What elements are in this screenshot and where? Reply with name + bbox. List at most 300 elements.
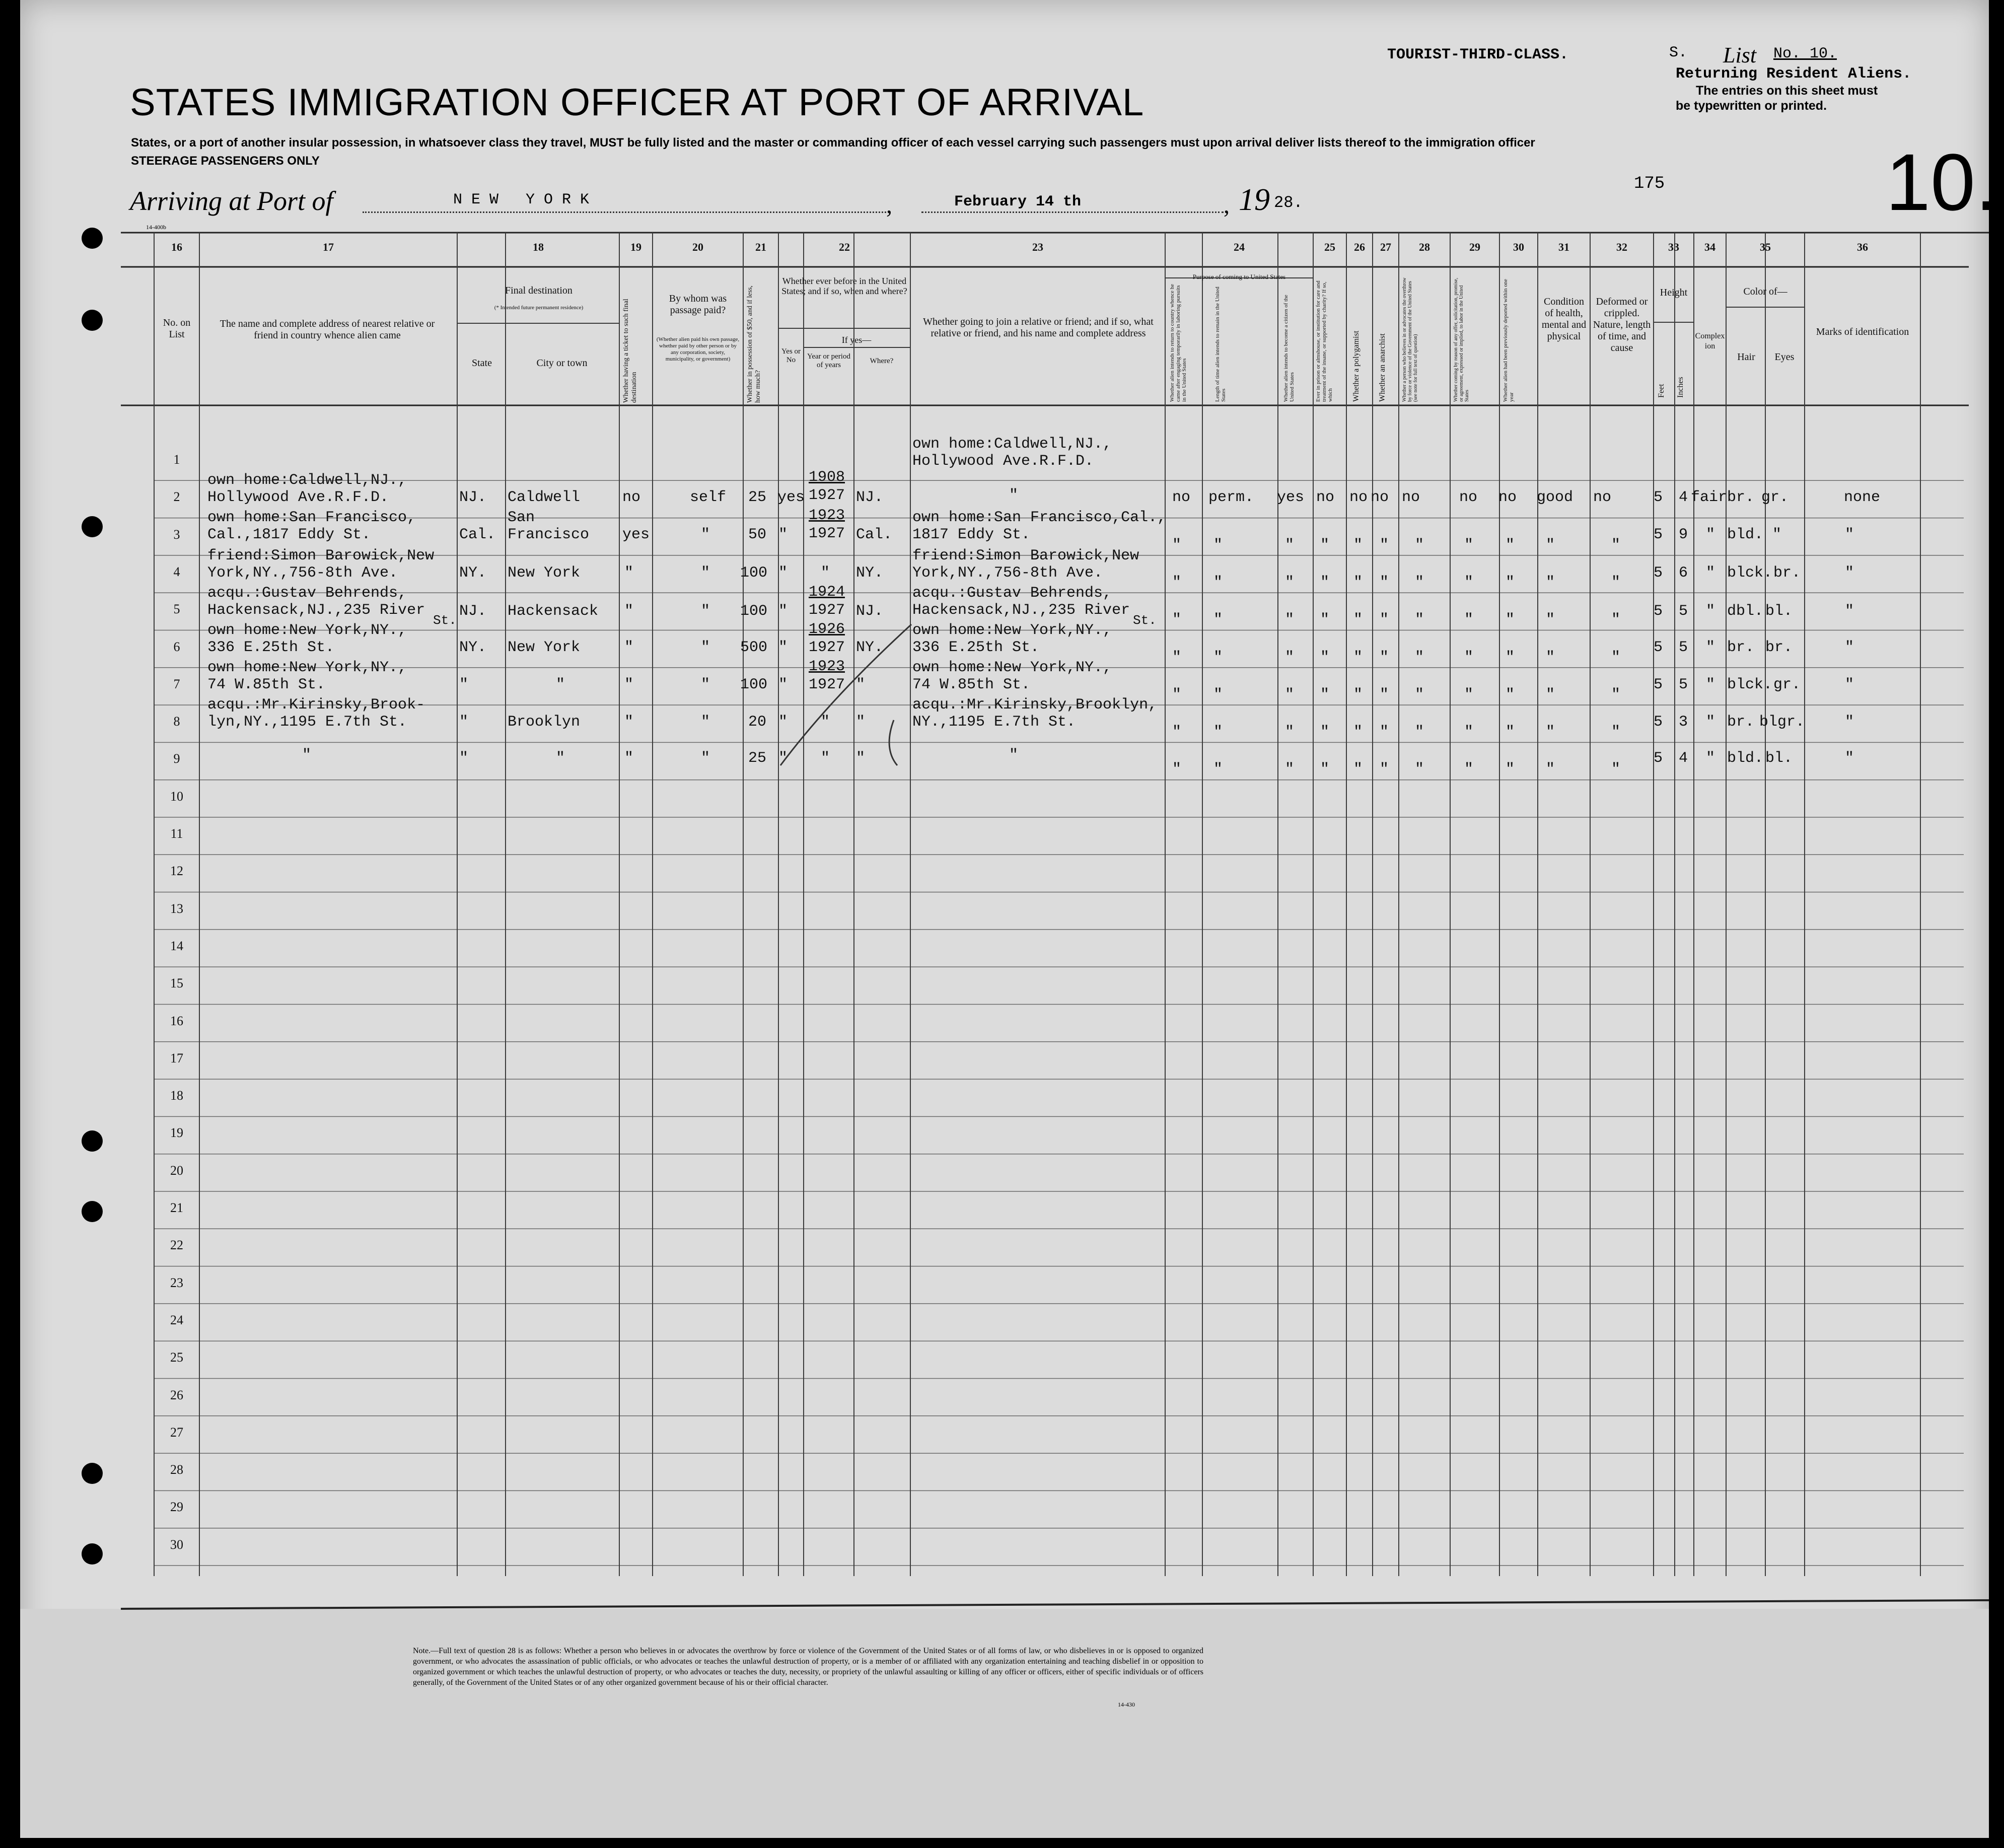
r6-year-first: 1926: [809, 621, 845, 638]
r9-join: ": [1009, 747, 1019, 764]
r2-state: NJ.: [459, 489, 487, 506]
r4-join-line1: friend:Simon Barowick,New: [912, 547, 1139, 564]
binder-hole: [82, 228, 103, 249]
ditto-mark: ": [1464, 686, 1474, 703]
col-20-sub: (Whether alien paid his own passage, whether paid by other person or by any corporation, society, municipality, or government): [656, 336, 740, 362]
footer-note: Note.—Full text of question 28 is as follows: Whether a person who believes in or advocates the overthrow by force or violence of the Government of the United States or of all forms of law, or who disbelieves in or is opposed to organized government, or who advocates the assassination of public officials, or who advocates or teaches the unlawful destruction of property, or is a member of or affiliated with any organization entertaining and teaching disbelief in or opposition to organized government or which teaches the unlawful destruction of property, or who advocates or teaches the duty, necessity, or propriety of the unlawful assaulting or killing of any officer or officers, either of specific individuals or of officers generally, of the Government of the United States or of any other organized government because of his or their official character.: [413, 1647, 1203, 1687]
r6-feet: 5: [1654, 639, 1663, 656]
r6-year: 1927: [809, 639, 845, 656]
ditto-mark: ": [1172, 574, 1182, 591]
col-num-29: 29: [1469, 241, 1480, 253]
ditto-mark: ": [1380, 536, 1389, 554]
ditto-mark: ": [1285, 686, 1295, 703]
ditto-mark: ": [1611, 761, 1621, 778]
ditto-mark: ": [1353, 611, 1363, 629]
form-title: STATES IMMIGRATION OFFICER AT PORT OF ARRIVAL: [130, 81, 1144, 124]
ditto-mark: ": [1506, 536, 1515, 554]
comma-separator-2: ,: [1224, 192, 1230, 219]
col-num-26: 26: [1354, 241, 1365, 253]
r2-relative-line2: Hollywood Ave.R.F.D.: [207, 489, 389, 506]
ditto-mark: ": [1611, 724, 1621, 741]
r9-year: ": [821, 750, 830, 767]
col-num-30: 30: [1513, 241, 1524, 253]
ditto-mark: ": [1380, 686, 1389, 703]
col-30-header: Whether alien had been previously deported within one year: [1502, 278, 1515, 402]
r6-join-line2: 336 E.25th St.: [912, 639, 1040, 656]
r9-before-yes: ": [778, 750, 788, 767]
ditto-mark: ": [1320, 649, 1330, 666]
r8-ticket: ": [624, 714, 634, 731]
r7-paid-by: ": [701, 676, 710, 693]
col-num-23: 23: [1032, 241, 1043, 253]
r9-hair: bld.: [1727, 750, 1764, 767]
r8-relative-line2: lyn,NY.,1195 E.7th St.: [207, 714, 407, 731]
r8-complexion: ": [1706, 714, 1715, 731]
ditto-mark: ": [1380, 761, 1389, 778]
ditto-mark: ": [1380, 611, 1389, 629]
r6-marks: ": [1845, 639, 1854, 656]
col-num-33: 33: [1668, 241, 1679, 253]
col-18-header: Final destination: [505, 285, 572, 296]
binder-hole: [82, 1543, 103, 1565]
ditto-mark: ": [1285, 611, 1295, 629]
row-number: 25: [170, 1350, 183, 1365]
col-28-header: Whether a person who believes in or advocates the overthrow by force or violence of the Government of the United States (see note for full text of question): [1402, 277, 1418, 402]
r3-city-line1: San: [508, 509, 535, 526]
r2-feet: 5: [1654, 489, 1663, 506]
ditto-mark: ": [1415, 686, 1424, 703]
r9-state: ": [459, 750, 469, 767]
form-code: 14-400b: [146, 224, 166, 231]
row-number: 11: [170, 826, 183, 841]
ditto-mark: ": [1172, 761, 1182, 778]
col-24c-header: Whether alien intends to become a citizen of the United States: [1283, 295, 1295, 402]
r3-join-line1: own home:San Francisco,Cal.,: [912, 509, 1167, 526]
r5-marks: ": [1845, 603, 1854, 620]
ditto-mark: ": [1213, 574, 1223, 591]
ditto-mark: ": [1380, 574, 1389, 591]
r5-money: 100: [740, 603, 768, 620]
r5-eyes: bl.: [1765, 603, 1793, 620]
r9-eyes: bl.: [1765, 750, 1793, 767]
r5-ticket: ": [624, 603, 634, 620]
ditto-mark: ": [1611, 611, 1621, 629]
ditto-mark: ": [1380, 649, 1389, 666]
col-num-25: 25: [1324, 241, 1335, 253]
ditto-mark: ": [1285, 536, 1295, 554]
ditto-mark: ": [1464, 649, 1474, 666]
r2-deformed: no: [1593, 489, 1612, 506]
r4-complexion: ": [1706, 564, 1715, 582]
list-number: No. 10.: [1773, 45, 1837, 62]
col-25-header: Ever in prison or almshouse, or institution for care and treatment of the insane, or supported by charity? If so, which: [1315, 280, 1333, 402]
ditto-mark: ": [1213, 649, 1223, 666]
col-22-ifyes: If yes—: [841, 335, 872, 345]
stamp-number: 175: [1634, 174, 1665, 193]
year-prefix: 19: [1239, 183, 1270, 217]
ditto-mark: ": [1320, 724, 1330, 741]
r8-paid-by: ": [701, 714, 710, 731]
manifest-sheet: [20, 0, 1998, 1838]
r3-join-line2: 1817 Eddy St.: [912, 526, 1031, 543]
class-label: TOURIST-THIRD-CLASS.: [1387, 46, 1569, 63]
r8-join-line2: NY.,1195 E.7th St.: [912, 714, 1076, 731]
returning-resident-aliens: Returning Resident Aliens.: [1676, 65, 1912, 83]
footer-code: 14-430: [1118, 1701, 1135, 1708]
r5-join-line3: St.: [1133, 613, 1157, 628]
r7-state: ": [459, 676, 469, 693]
ditto-mark: ": [1546, 686, 1555, 703]
r5-join-line1: acqu.:Gustav Behrends,: [912, 585, 1112, 602]
r2-where: NJ.: [856, 489, 884, 506]
r1-join-line1: own home:Caldwell,NJ.,: [912, 436, 1112, 453]
ditto-mark: ": [1320, 611, 1330, 629]
comma-separator: ,: [886, 192, 892, 219]
binder-hole: [82, 1201, 103, 1222]
col-17-header: The name and complete address of nearest relative or friend in country whence alien came: [220, 318, 435, 341]
r2-complexion: fair: [1691, 489, 1728, 506]
r5-join-line2: Hackensack,NJ.,235 River: [912, 602, 1130, 619]
r6-relative-line1: own home:New York,NY.,: [207, 622, 407, 639]
r8-hair: br.: [1727, 714, 1755, 731]
r3-complexion: ": [1706, 526, 1715, 543]
r8-relative-line1: acqu.:Mr.Kirinsky,Brook-: [207, 696, 425, 714]
r8-city: Brooklyn: [508, 714, 581, 731]
r9-relative: ": [302, 747, 312, 764]
ditto-mark: ": [1546, 761, 1555, 778]
ditto-mark: ": [1213, 686, 1223, 703]
r3-state: Cal.: [459, 526, 496, 543]
r7-money: 100: [740, 676, 768, 693]
year-suffix: 28.: [1274, 193, 1303, 212]
ditto-mark: ": [1611, 574, 1621, 591]
r2-city: Caldwell: [508, 489, 581, 506]
r3-before-yes: ": [778, 526, 788, 543]
ditto-mark: ": [1353, 761, 1363, 778]
col-18-sub: (* Intended future permanent residence): [494, 305, 584, 311]
col-24b-header: Length of time alien intends to remain in the United States: [1214, 287, 1227, 402]
col-35-header: Color of—: [1743, 286, 1787, 297]
ditto-mark: ": [1464, 574, 1474, 591]
r4-join-line2: York,NY.,756-8th Ave.: [912, 564, 1103, 582]
row-number: 24: [170, 1312, 183, 1327]
ditto-mark: ": [1172, 724, 1182, 741]
ditto-mark: ": [1464, 536, 1474, 554]
ditto-mark: ": [1285, 724, 1295, 741]
ditto-mark: ": [1353, 649, 1363, 666]
r5-before-yes: ": [778, 603, 788, 620]
col-num-36: 36: [1857, 241, 1868, 253]
ditto-mark: ": [1415, 649, 1424, 666]
col-24a-header: Whether alien intends to return to country whence he came after engaging temporarily in laboring pursuits in the United States: [1169, 284, 1187, 402]
col-35-eyes: Eyes: [1774, 351, 1795, 363]
r9-feet: 5: [1654, 750, 1663, 767]
r2-join: ": [1009, 487, 1019, 504]
r7-ticket: ": [624, 676, 634, 693]
ditto-mark: ": [1285, 649, 1295, 666]
list-label: List: [1723, 43, 1757, 67]
ditto-mark: ": [1172, 536, 1182, 554]
r7-join-line1: own home:New York,NY.,: [912, 659, 1112, 676]
row-number: 26: [170, 1387, 183, 1402]
row-number: 15: [170, 976, 183, 991]
row-number: 1: [173, 452, 180, 467]
r6-state: NY.: [459, 639, 487, 656]
col-num-22: 22: [839, 241, 850, 253]
r2-health: good: [1537, 489, 1573, 506]
ditto-mark: ": [1506, 611, 1515, 629]
r5-where: NJ.: [856, 603, 884, 620]
col-num-16: 16: [171, 241, 182, 253]
col-num-28: 28: [1419, 241, 1430, 253]
ditto-mark: ": [1464, 611, 1474, 629]
ditto-mark: ": [1320, 574, 1330, 591]
r4-relative-line1: friend:Simon Barowick,New: [207, 547, 435, 564]
col-33-inches: Inches: [1676, 377, 1685, 398]
r2-paid-by: self: [690, 489, 727, 506]
col-16-header: No. on List: [163, 317, 191, 340]
r8-state: ": [459, 714, 469, 731]
ditto-mark: ": [1172, 686, 1182, 703]
r2-deported: no: [1498, 489, 1517, 506]
binder-hole: [82, 516, 103, 537]
r5-hair: dbl.: [1727, 603, 1764, 620]
r7-feet: 5: [1654, 676, 1663, 693]
ditto-mark: ": [1546, 724, 1555, 741]
row-number: 23: [170, 1275, 183, 1290]
ditto-mark: ": [1353, 724, 1363, 741]
r9-complexion: ": [1706, 750, 1715, 767]
r6-complexion: ": [1706, 639, 1715, 656]
ditto-mark: ": [1320, 536, 1330, 554]
r3-where: Cal.: [856, 526, 893, 543]
ditto-mark: ": [1546, 611, 1555, 629]
row-number: 27: [170, 1425, 183, 1440]
r8-where: ": [856, 714, 866, 731]
col-18-state: State: [472, 358, 492, 369]
r3-eyes: ": [1772, 526, 1782, 543]
r2-citizen: yes: [1277, 489, 1305, 506]
col-34-header: Complexion: [1695, 332, 1725, 350]
col-36-header: Marks of identification: [1816, 326, 1909, 337]
r8-feet: 5: [1654, 714, 1663, 731]
col-20-header: By whom was passage paid?: [669, 293, 727, 316]
r8-join-line1: acqu.:Mr.Kirinsky,Brooklyn,: [912, 696, 1158, 714]
r7-marks: ": [1845, 676, 1854, 693]
r6-before-yes: ": [778, 639, 788, 656]
r2-ticket: no: [622, 489, 641, 506]
col-22-yesno: Yes or No: [781, 347, 801, 364]
ditto-mark: ": [1506, 649, 1515, 666]
row-number: 3: [173, 527, 180, 542]
col-num-31: 31: [1558, 241, 1569, 253]
r4-hair: blck.: [1727, 564, 1773, 582]
col-num-19: 19: [630, 241, 641, 253]
r6-paid-by: ": [701, 639, 710, 656]
r7-where: ": [856, 676, 866, 693]
r6-where: NY.: [856, 639, 884, 656]
r8-eyes: blgr.: [1759, 714, 1805, 731]
r4-relative-line2: York,NY.,756-8th Ave.: [207, 564, 398, 582]
ditto-mark: ": [1380, 724, 1389, 741]
col-num-32: 32: [1616, 241, 1627, 253]
ditto-mark: ": [1172, 649, 1182, 666]
ditto-mark: ": [1415, 724, 1424, 741]
row-number: 13: [170, 901, 183, 916]
r5-relative-line3: St.: [433, 613, 457, 628]
arrival-date: February 14 th: [954, 193, 1082, 210]
ditto-mark: ": [1415, 611, 1424, 629]
r3-marks: ": [1845, 526, 1854, 543]
col-27-header: Whether an anarchist: [1378, 333, 1387, 402]
r7-join-line2: 74 W.85th St.: [912, 676, 1031, 693]
row-number: 9: [173, 751, 180, 766]
r6-money: 500: [740, 639, 768, 656]
r2-money: 25: [748, 489, 767, 506]
ditto-mark: ": [1353, 686, 1363, 703]
ditto-mark: ": [1415, 761, 1424, 778]
r4-money: 100: [740, 564, 768, 582]
r7-year-first: 1923: [809, 658, 845, 675]
row-number: 28: [170, 1462, 183, 1477]
col-32-header: Deformed or crippled. Nature, length of time, and cause: [1593, 296, 1651, 353]
r4-where: NY.: [856, 564, 884, 582]
col-num-27: 27: [1380, 241, 1391, 253]
col-num-17: 17: [323, 241, 334, 253]
r5-relative-line2: Hackensack,NJ.,235 River: [207, 602, 425, 619]
r4-marks: ": [1845, 564, 1854, 582]
r8-inches: 3: [1679, 714, 1688, 731]
col-num-34: 34: [1704, 241, 1715, 253]
r6-join-line1: own home:New York,NY.,: [912, 622, 1112, 639]
ditto-mark: ": [1213, 761, 1223, 778]
col-22-where: Where?: [870, 357, 894, 365]
col-26-header: Whether a polygamist: [1352, 330, 1361, 402]
ditto-mark: ": [1546, 536, 1555, 554]
binder-hole: [82, 310, 103, 331]
r7-city: ": [556, 676, 565, 693]
r7-year: 1927: [809, 676, 845, 693]
r5-feet: 5: [1654, 603, 1663, 620]
r2-hair: br.: [1727, 489, 1755, 506]
r6-relative-line2: 336 E.25th St.: [207, 639, 335, 656]
r4-inches: 6: [1679, 564, 1688, 582]
r2-year: 1927: [809, 487, 845, 504]
col-num-24: 24: [1234, 241, 1245, 253]
row-number: 19: [170, 1125, 183, 1141]
row-number: 29: [170, 1500, 183, 1515]
r6-city: New York: [508, 639, 581, 656]
r9-where: ": [856, 750, 866, 767]
ditto-mark: ": [1546, 649, 1555, 666]
ditto-mark: ": [1285, 574, 1295, 591]
ditto-mark: ": [1415, 574, 1424, 591]
r8-money: 20: [748, 714, 767, 731]
binder-hole: [82, 1130, 103, 1152]
col-19-header: Whether having a ticket to such final destination: [622, 299, 638, 403]
ditto-mark: ": [1285, 761, 1295, 778]
col-num-35: 35: [1760, 241, 1771, 253]
steerage-passengers-only: STEERAGE PASSENGERS ONLY: [131, 154, 320, 168]
r9-money: 25: [748, 750, 767, 767]
ditto-mark: ": [1320, 761, 1330, 778]
r3-city: Francisco: [508, 526, 590, 543]
r8-before-yes: ": [778, 714, 788, 731]
col-35-hair: Hair: [1737, 351, 1755, 363]
r6-inches: 5: [1679, 639, 1688, 656]
row-number: 17: [170, 1050, 183, 1065]
r6-hair: br.: [1727, 639, 1755, 656]
col-num-21: 21: [755, 241, 766, 253]
r2-year-first: 1908: [809, 469, 845, 486]
col-num-20: 20: [692, 241, 703, 253]
r5-state: NJ.: [459, 603, 487, 620]
r2-prison: no: [1316, 489, 1335, 506]
entries-note-1: The entries on this sheet must: [1696, 84, 1878, 98]
r9-paid-by: ": [701, 750, 710, 767]
ditto-mark: ": [1506, 686, 1515, 703]
r8-year: ": [821, 714, 830, 731]
r7-before-yes: ": [778, 676, 788, 693]
handwritten-stroke: [765, 614, 916, 775]
r6-ticket: ": [624, 639, 634, 656]
r9-marks: ": [1845, 750, 1854, 767]
r2-return: no: [1172, 489, 1191, 506]
r3-year-first: 1923: [809, 507, 845, 524]
ditto-mark: ": [1320, 686, 1330, 703]
r2-polygamist: no: [1349, 489, 1368, 506]
row-number: 16: [170, 1013, 183, 1028]
r2-inches: 4: [1679, 489, 1688, 506]
r7-hair: blck.: [1727, 676, 1773, 693]
row-number: 22: [170, 1238, 183, 1253]
col-22-period: Year or period of years: [807, 352, 850, 369]
r4-year: ": [821, 564, 830, 582]
r2-length: perm.: [1208, 489, 1254, 506]
r9-inches: 4: [1679, 750, 1688, 767]
ditto-mark: ": [1506, 761, 1515, 778]
r8-marks: ": [1845, 714, 1854, 731]
r1-join-line2: Hollywood Ave.R.F.D.: [912, 453, 1094, 470]
row-number: 6: [173, 639, 180, 654]
ditto-mark: ": [1506, 724, 1515, 741]
r5-relative-line1: acqu.:Gustav Behrends,: [207, 585, 407, 602]
r4-paid-by: ": [701, 564, 710, 582]
r7-complexion: ": [1706, 676, 1715, 693]
r2-overthrow: no: [1402, 489, 1420, 506]
col-21-header: Whether in possession of $50, and if less, how much?: [746, 286, 762, 403]
r3-ticket: yes: [622, 526, 650, 543]
r4-ticket: ": [624, 564, 634, 582]
col-29-header: Whether coming by reason of any offer, solicitation, promise, or agreement, expressed or implied, to labor in the United States: [1453, 277, 1470, 402]
ditto-mark: ": [1353, 574, 1363, 591]
r4-eyes: br.: [1773, 564, 1801, 582]
ditto-mark: ": [1464, 761, 1474, 778]
r7-relative-line2: 74 W.85th St.: [207, 676, 326, 693]
r2-marks: none: [1844, 489, 1881, 506]
ditto-mark: ": [1611, 649, 1621, 666]
r2-labor-offer: no: [1459, 489, 1478, 506]
r6-eyes: br.: [1765, 639, 1793, 656]
col-24-header: Purpose of coming to United States: [1192, 273, 1286, 280]
r7-eyes: gr.: [1773, 676, 1801, 693]
r2-relative-line1: own home:Caldwell,NJ.,: [207, 472, 407, 489]
r3-paid-by: ": [701, 526, 710, 543]
ruled-grid: [20, 0, 1989, 1838]
form-subtitle: States, or a port of another insular possession, in whatsoever class they travel, MUST be fully listed and the master or commanding officer of each vessel carrying such passengers must upon arrival deliver lists thereof to the immigration officer: [131, 136, 1535, 150]
row-number: 2: [173, 489, 180, 505]
binder-hole: [82, 1463, 103, 1484]
